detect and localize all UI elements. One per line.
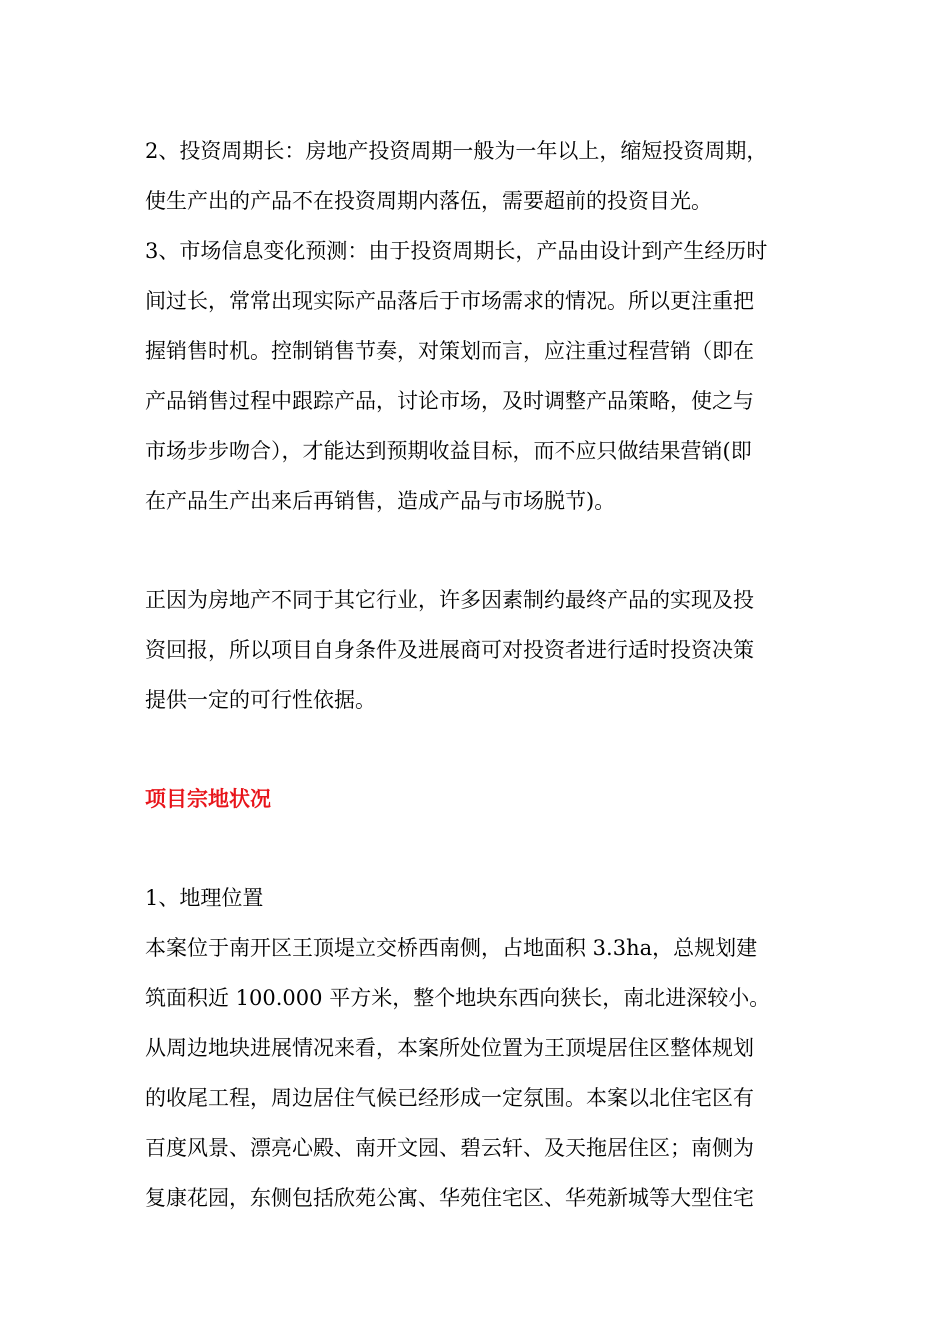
text-line: 筑面积近 100.000 平方米，整个地块东西向狭长，南北进深较小。 xyxy=(145,986,771,1010)
text-line: 3、市场信息变化预测：由于投资周期长，产品由设计到产生经历时 xyxy=(145,239,768,263)
text-line: 正因为房地产不同于其它行业，许多因素制约最终产品的实现及投 xyxy=(145,588,754,612)
text-line: 产品销售过程中跟踪产品，讨论市场，及时调整产品策略，使之与 xyxy=(145,389,754,413)
text-line: 复康花园，东侧包括欣苑公寓、华苑住宅区、华苑新城等大型住宅 xyxy=(145,1186,754,1210)
text-line: 使生产出的产品不在投资周期内落伍，需要超前的投资目光。 xyxy=(145,189,712,213)
text-line: 市场步步吻合），才能达到预期收益目标，而不应只做结果营销(即 xyxy=(145,439,752,463)
text-line: 提供一定的可行性依据。 xyxy=(145,688,376,712)
text-line: 握销售时机。控制销售节奏，对策划而言，应注重过程营销（即在 xyxy=(145,339,754,363)
text-line: 本案位于南开区王顶堤立交桥西南侧，占地面积 3.3ha，总规划建 xyxy=(145,936,758,960)
text-line: 从周边地块进展情况来看，本案所处位置为王顶堤居住区整体规划 xyxy=(145,1036,754,1060)
subsection-title: 1、地理位置 xyxy=(145,886,264,910)
text-line: 间过长，常常出现实际产品落后于市场需求的情况。所以更注重把 xyxy=(145,289,754,313)
text-line: 百度风景、漂亮心殿、南开文园、碧云轩、及天拖居住区；南侧为 xyxy=(145,1136,754,1160)
text-line: 的收尾工程，周边居住气候已经形成一定氛围。本案以北住宅区有 xyxy=(145,1086,754,1110)
text-line: 2、投资周期长：房地产投资周期一般为一年以上，缩短投资周期， xyxy=(145,139,768,163)
section-heading: 项目宗地状况 xyxy=(145,787,271,811)
text-line: 资回报，所以项目自身条件及进展商可对投资者进行适时投资决策 xyxy=(145,638,754,662)
text-line: 在产品生产出来后再销售，造成产品与市场脱节)。 xyxy=(145,489,616,513)
